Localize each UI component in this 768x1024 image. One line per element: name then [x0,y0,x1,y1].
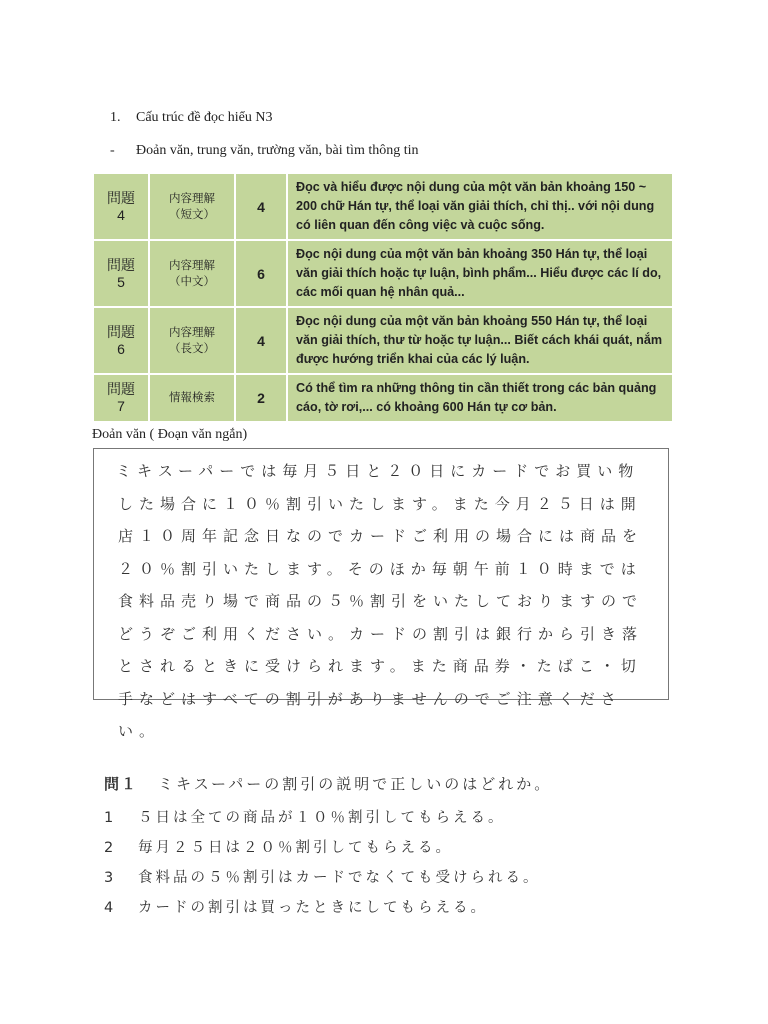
answer-option[interactable] [104,833,541,863]
subheading-bullet: - [110,143,115,158]
reading-passage: ミキスーパーでは毎月５日と２０日にカードでお買い物した場合に１０％割引いたします。また今月２５日は開店１０周年記念日なのでカードご利用の場合には商品を２０％割引いたします。そのほか毎朝午前１０時までは食料品売り場で商品の５％割引をいたしておりますのでどうぞご利用ください。カードの割引は銀行から引き落とされるときに受けられます。また商品券・たばこ・切手などはすべての割引がありませんのでご注意ください。 [93,448,669,700]
mondai-label: 問題 [107,381,135,397]
mondai-number: 5 [117,273,125,290]
description-cell: Đọc và hiểu được nội dung của một văn bản khoảng 150 ~ 200 chữ Hán tự, thể loại văn giải thích, chỉ thị.. với nội dung có liên quan đến công việc và cuộc sống. [287,173,673,240]
option-number: 2 [104,840,114,856]
count-cell: 6 [235,240,287,307]
mondai-number: 7 [117,398,125,414]
table-row [93,374,673,422]
answer-option[interactable] [104,803,541,833]
question-text: ミキスーパーの割引の説明で正しいのはどれか。 [158,775,553,793]
option-text: カードの割引は買ったときにしてもらえる。 [138,900,488,916]
question-label: 問１ [104,775,139,793]
passage-label: Đoản văn ( Đoạn văn ngắn) [92,427,248,442]
description-cell: Đọc nội dung của một văn bản khoảng 550 Hán tự, thể loại văn giải thích, thư từ hoặc tự luận... Biết cách khái quát, nắm được hướng triển khai của các lý luận. [287,307,673,374]
option-text: 食料品の５％割引はカードでなくても受けられる。 [138,870,541,886]
type-sub: （長文） [169,342,215,355]
mondai-number: 4 [117,206,125,223]
option-text: 毎月２５日は２０％割引してもらえる。 [138,840,453,856]
exam-structure-table [92,172,674,423]
type-label: 内容理解 [169,192,215,205]
count-cell: 4 [235,173,287,240]
answer-options [104,803,541,923]
mondai-cell [93,173,149,240]
count-cell: 2 [235,374,287,422]
table-row [93,173,673,240]
type-sub: （短文） [169,208,215,221]
table-row [93,307,673,374]
type-cell [149,307,235,374]
table-row [93,240,673,307]
section-subheading [110,143,419,159]
type-cell [149,374,235,422]
type-cell [149,240,235,307]
mondai-label: 問題 [107,189,135,206]
mondai-cell [93,240,149,307]
question-stem [104,773,552,794]
heading-number: 1. [110,110,121,125]
mondai-cell [93,374,149,422]
option-text: ５日は全ての商品が１０％割引してもらえる。 [138,810,506,826]
type-label: 内容理解 [169,326,215,339]
option-number: 4 [104,900,114,916]
count-cell: 4 [235,307,287,374]
answer-option[interactable] [104,863,541,893]
subheading-text: Đoản văn, trung văn, trường văn, bài tìm thông tin [136,143,419,158]
description-cell: Đọc nội dung của một văn bản khoảng 350 Hán tự, thể loại văn giải thích hoặc tự luận, bình phẩm... Hiểu được các lí do, các mối quan hệ nhân quả... [287,240,673,307]
type-cell [149,173,235,240]
option-number: 3 [104,870,114,886]
mondai-label: 問題 [107,256,135,273]
option-number: 1 [104,810,114,826]
heading-text: Cấu trúc đề đọc hiểu N3 [136,110,273,125]
mondai-number: 6 [117,340,125,357]
mondai-cell [93,307,149,374]
mondai-label: 問題 [107,323,135,340]
type-label: 内容理解 [169,259,215,272]
section-heading [110,110,272,126]
answer-option[interactable] [104,893,541,923]
type-sub: （中文） [169,275,215,288]
type-label: 情報検索 [169,392,215,404]
description-cell: Có thể tìm ra những thông tin cần thiết trong các bản quảng cáo, tờ rơi,... có khoảng 600 Hán tự cơ bản. [287,374,673,422]
